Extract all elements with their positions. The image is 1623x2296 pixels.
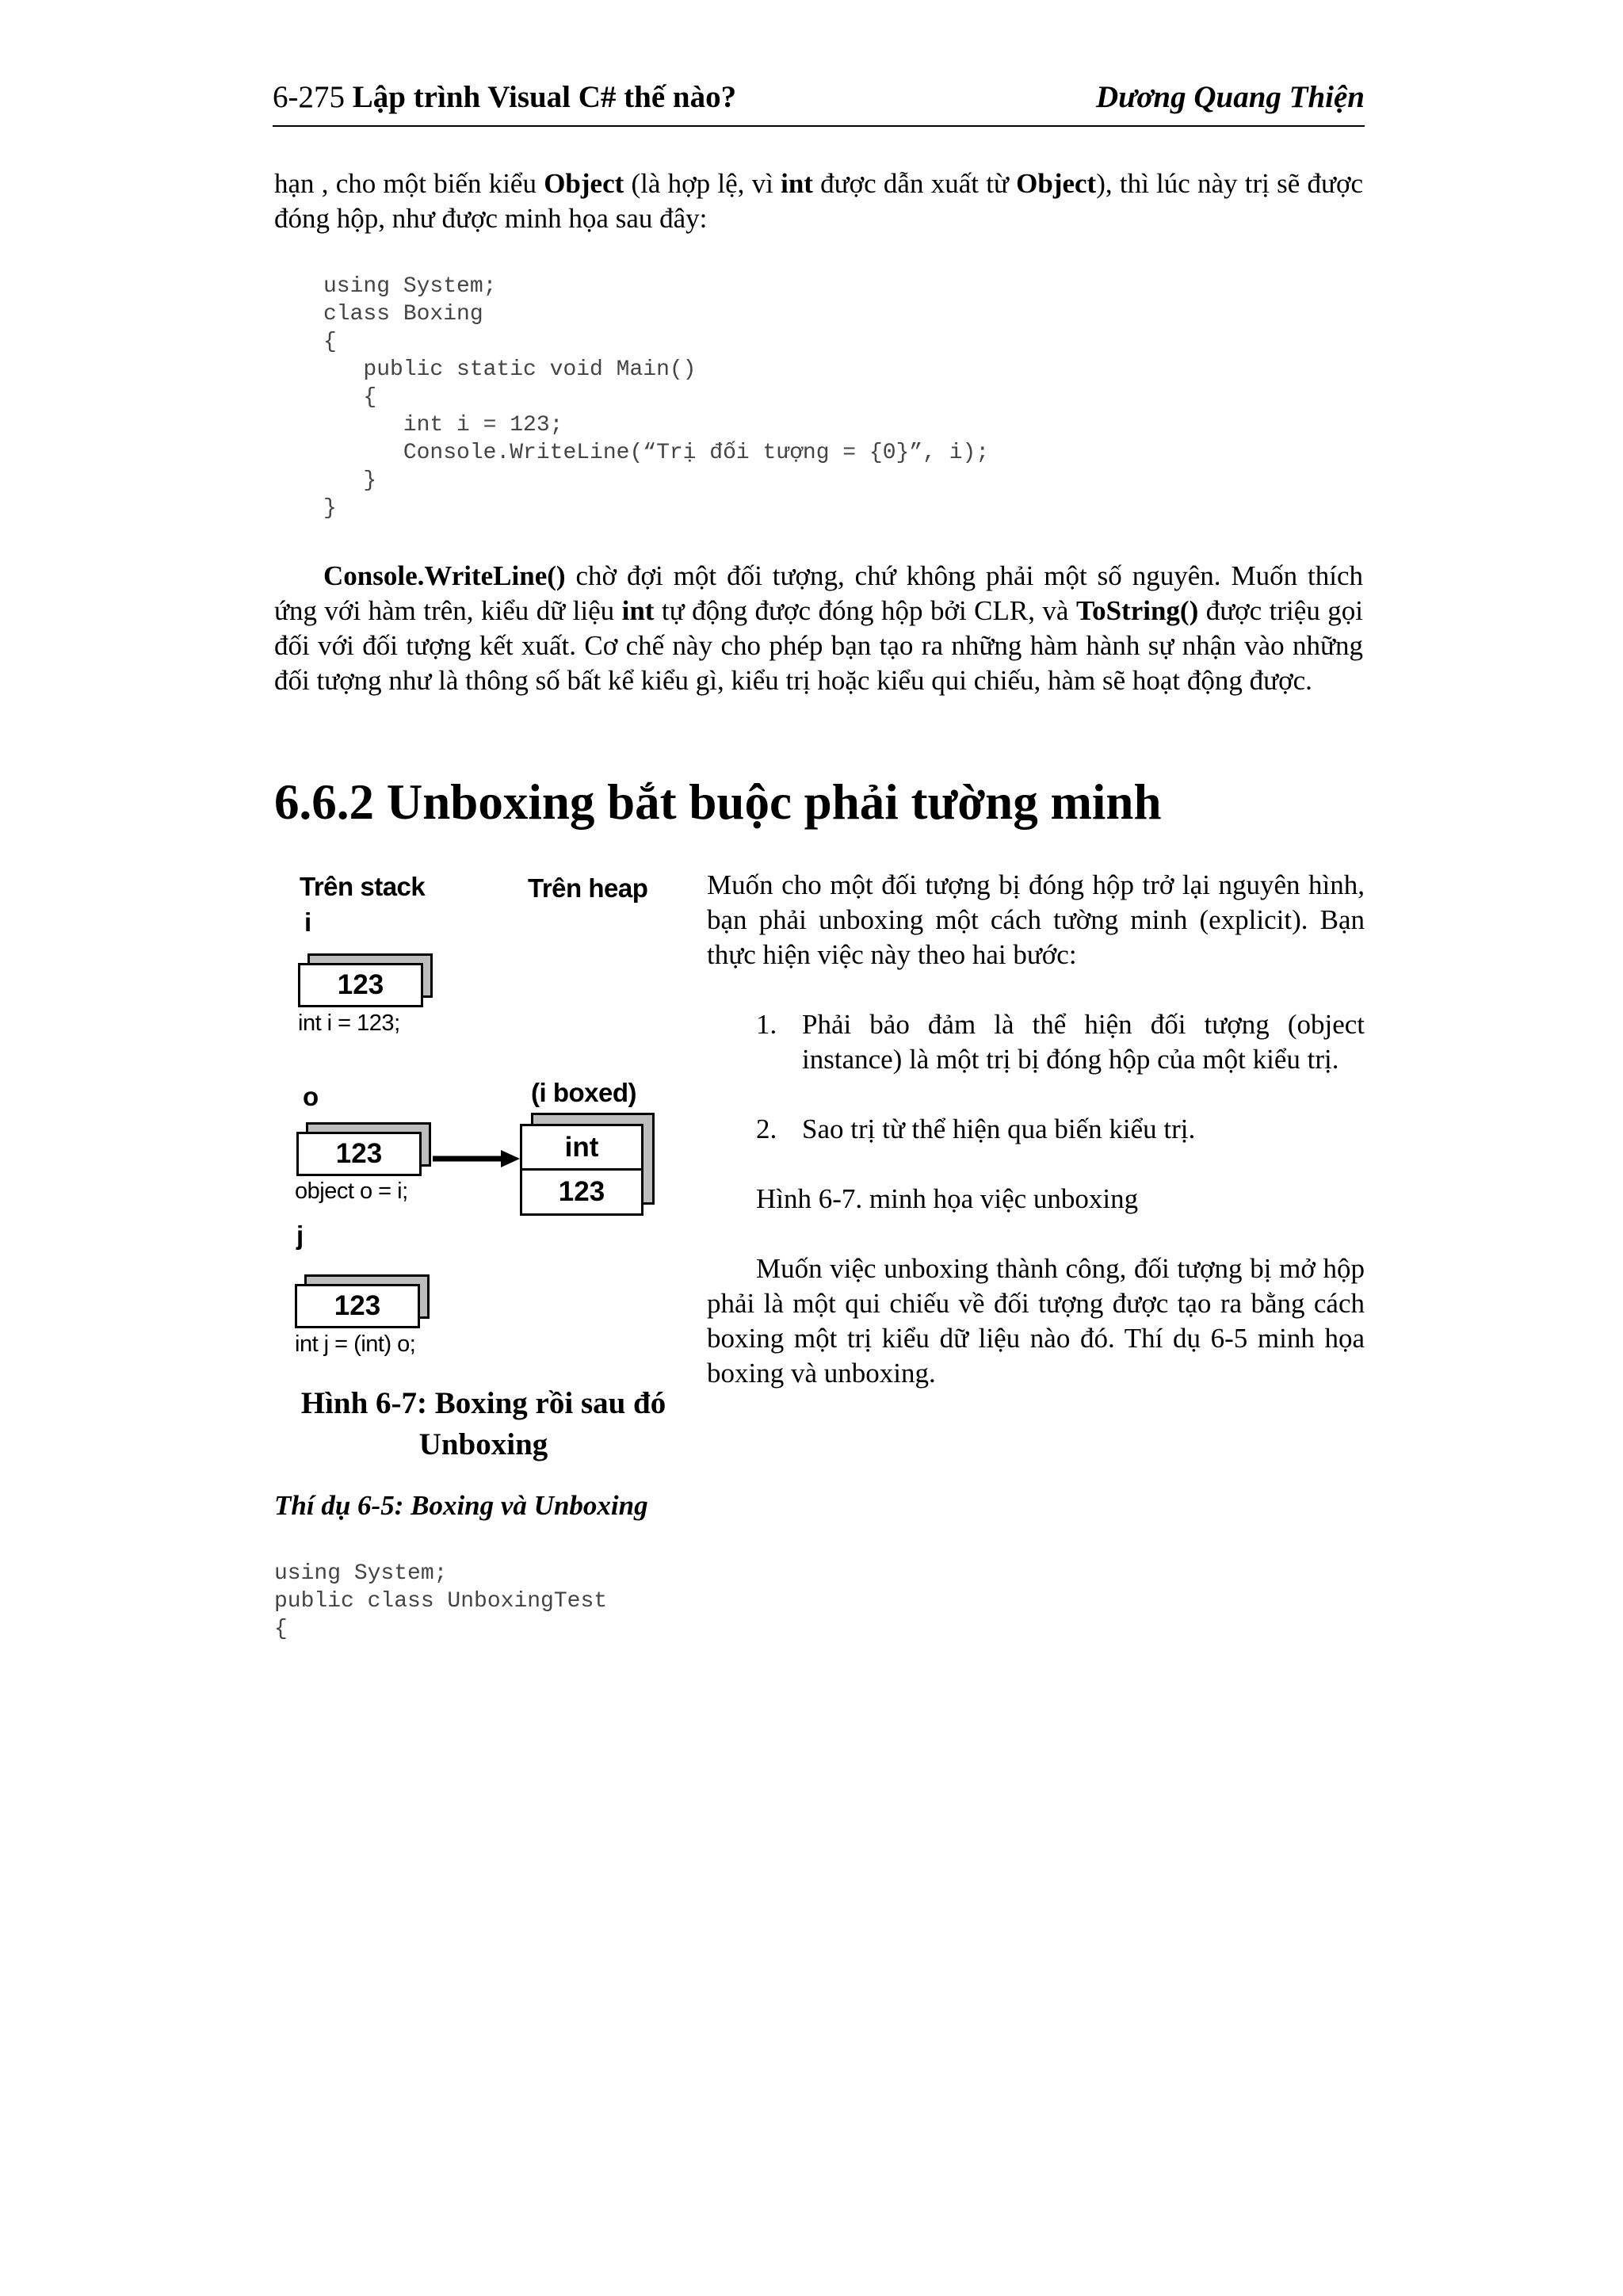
page-number: 6-275 xyxy=(273,80,345,114)
var-o-label: o xyxy=(303,1082,319,1111)
stmt-o: object o = i; xyxy=(295,1179,408,1204)
var-j-label: j xyxy=(296,1221,304,1250)
box-i-value: 123 xyxy=(337,969,384,1000)
heap-box xyxy=(520,1124,643,1216)
header-left xyxy=(273,78,736,117)
bold-run: Object xyxy=(1016,168,1097,199)
text-run: tự động được đóng hộp bởi CLR, và xyxy=(654,595,1076,626)
text-run: được dẫn xuất từ xyxy=(812,168,1017,199)
unboxing-closing: Muốn việc unboxing thành công, đối tượng bị mở hộp phải là một qui chiếu về đối tượng được tạo ra bằng cách boxing một trị kiểu dữ liệu nào đó. Thí dụ 6-5 minh họa boxing và unboxing. xyxy=(707,1253,1365,1389)
list-number: 1. xyxy=(756,1009,777,1040)
code-block-unboxing: using System; public class UnboxingTest { xyxy=(274,1561,608,1641)
reference-arrow-icon xyxy=(433,1147,521,1171)
stack-box-i xyxy=(298,963,423,1007)
text-run: ), thì lúc này trị sẽ được đóng hộp, như được minh họa sau đây: xyxy=(274,168,1364,234)
heap-label: Trên heap xyxy=(528,873,648,903)
box-j-value: 123 xyxy=(334,1290,381,1321)
page-header xyxy=(273,78,1365,127)
explanation-paragraph xyxy=(274,559,1363,698)
heap-value-cell: 123 xyxy=(558,1175,605,1207)
stmt-j: int j = (int) o; xyxy=(295,1331,416,1357)
section-heading: 6.6.2 Unboxing bắt buộc phải tường minh xyxy=(274,774,1162,830)
list-text: Sao trị từ thể hiện qua biến kiểu trị. xyxy=(802,1114,1196,1144)
stack-box-o xyxy=(296,1132,422,1176)
stack-label: Trên stack xyxy=(300,872,426,901)
bold-run: Console.WriteLine() xyxy=(323,560,566,591)
stmt-i: int i = 123; xyxy=(298,1010,400,1036)
text-run: chờ đợi một đối tượng, chứ không phải một số nguyên. Muốn thích ứng với hàm trên, kiểu dữ liệu xyxy=(274,560,1363,626)
heap-type-cell: int xyxy=(522,1126,641,1171)
book-title: Lập trình Visual C# thế nào? xyxy=(352,80,737,114)
box-o-value: 123 xyxy=(335,1138,383,1169)
list-number: 2. xyxy=(756,1114,777,1144)
author-name: Dương Quang Thiện xyxy=(1095,80,1365,114)
boxed-label: (i boxed) xyxy=(531,1078,636,1107)
list-item xyxy=(707,1112,1365,1147)
var-i-label: i xyxy=(304,907,311,937)
list-item xyxy=(707,1007,1365,1077)
bold-run: int xyxy=(621,595,655,626)
stack-box-j xyxy=(295,1284,420,1328)
intro-paragraph xyxy=(274,166,1363,236)
text-run: hạn , cho một biến kiểu xyxy=(274,168,544,199)
unboxing-intro: Muốn cho một đối tượng bị đóng hộp trở lại nguyên hình, bạn phải unboxing một cách tường minh (explicit). Bạn thực hiện việc này theo hai bước: xyxy=(707,869,1365,970)
boxing-diagram xyxy=(285,860,682,1478)
code-block-boxing: using System; class Boxing { public static void Main() { int i = 123; Console.WriteLine(“Trị đối tượng = {0}”, i); } } xyxy=(323,274,990,521)
figure-reference: Hình 6-7. minh họa việc unboxing xyxy=(756,1183,1139,1214)
text-run: (là hợp lệ, vì xyxy=(624,168,781,199)
figure-caption: Hình 6-7: Boxing rồi sau đó Unboxing xyxy=(300,1386,666,1461)
bold-run: ToString() xyxy=(1075,595,1199,626)
text-run: được triệu gọi đối với đối tượng kết xuất. Cơ chế này cho phép bạn tạo ra những hàm hành sự nhận vào những đối tượng như là thông số bất kể kiểu gì, kiểu trị hoặc kiểu qui chiếu, hàm sẽ hoạt động được. xyxy=(274,595,1364,696)
bold-run: int xyxy=(781,168,813,199)
list-text: Phải bảo đảm là thể hiện đối tượng (object instance) là một trị bị đóng hộp của một kiểu trị. xyxy=(802,1009,1365,1075)
right-column xyxy=(707,868,1365,1391)
example-title: Thí dụ 6-5: Boxing và Unboxing xyxy=(274,1490,648,1521)
bold-run: Object xyxy=(544,168,624,199)
